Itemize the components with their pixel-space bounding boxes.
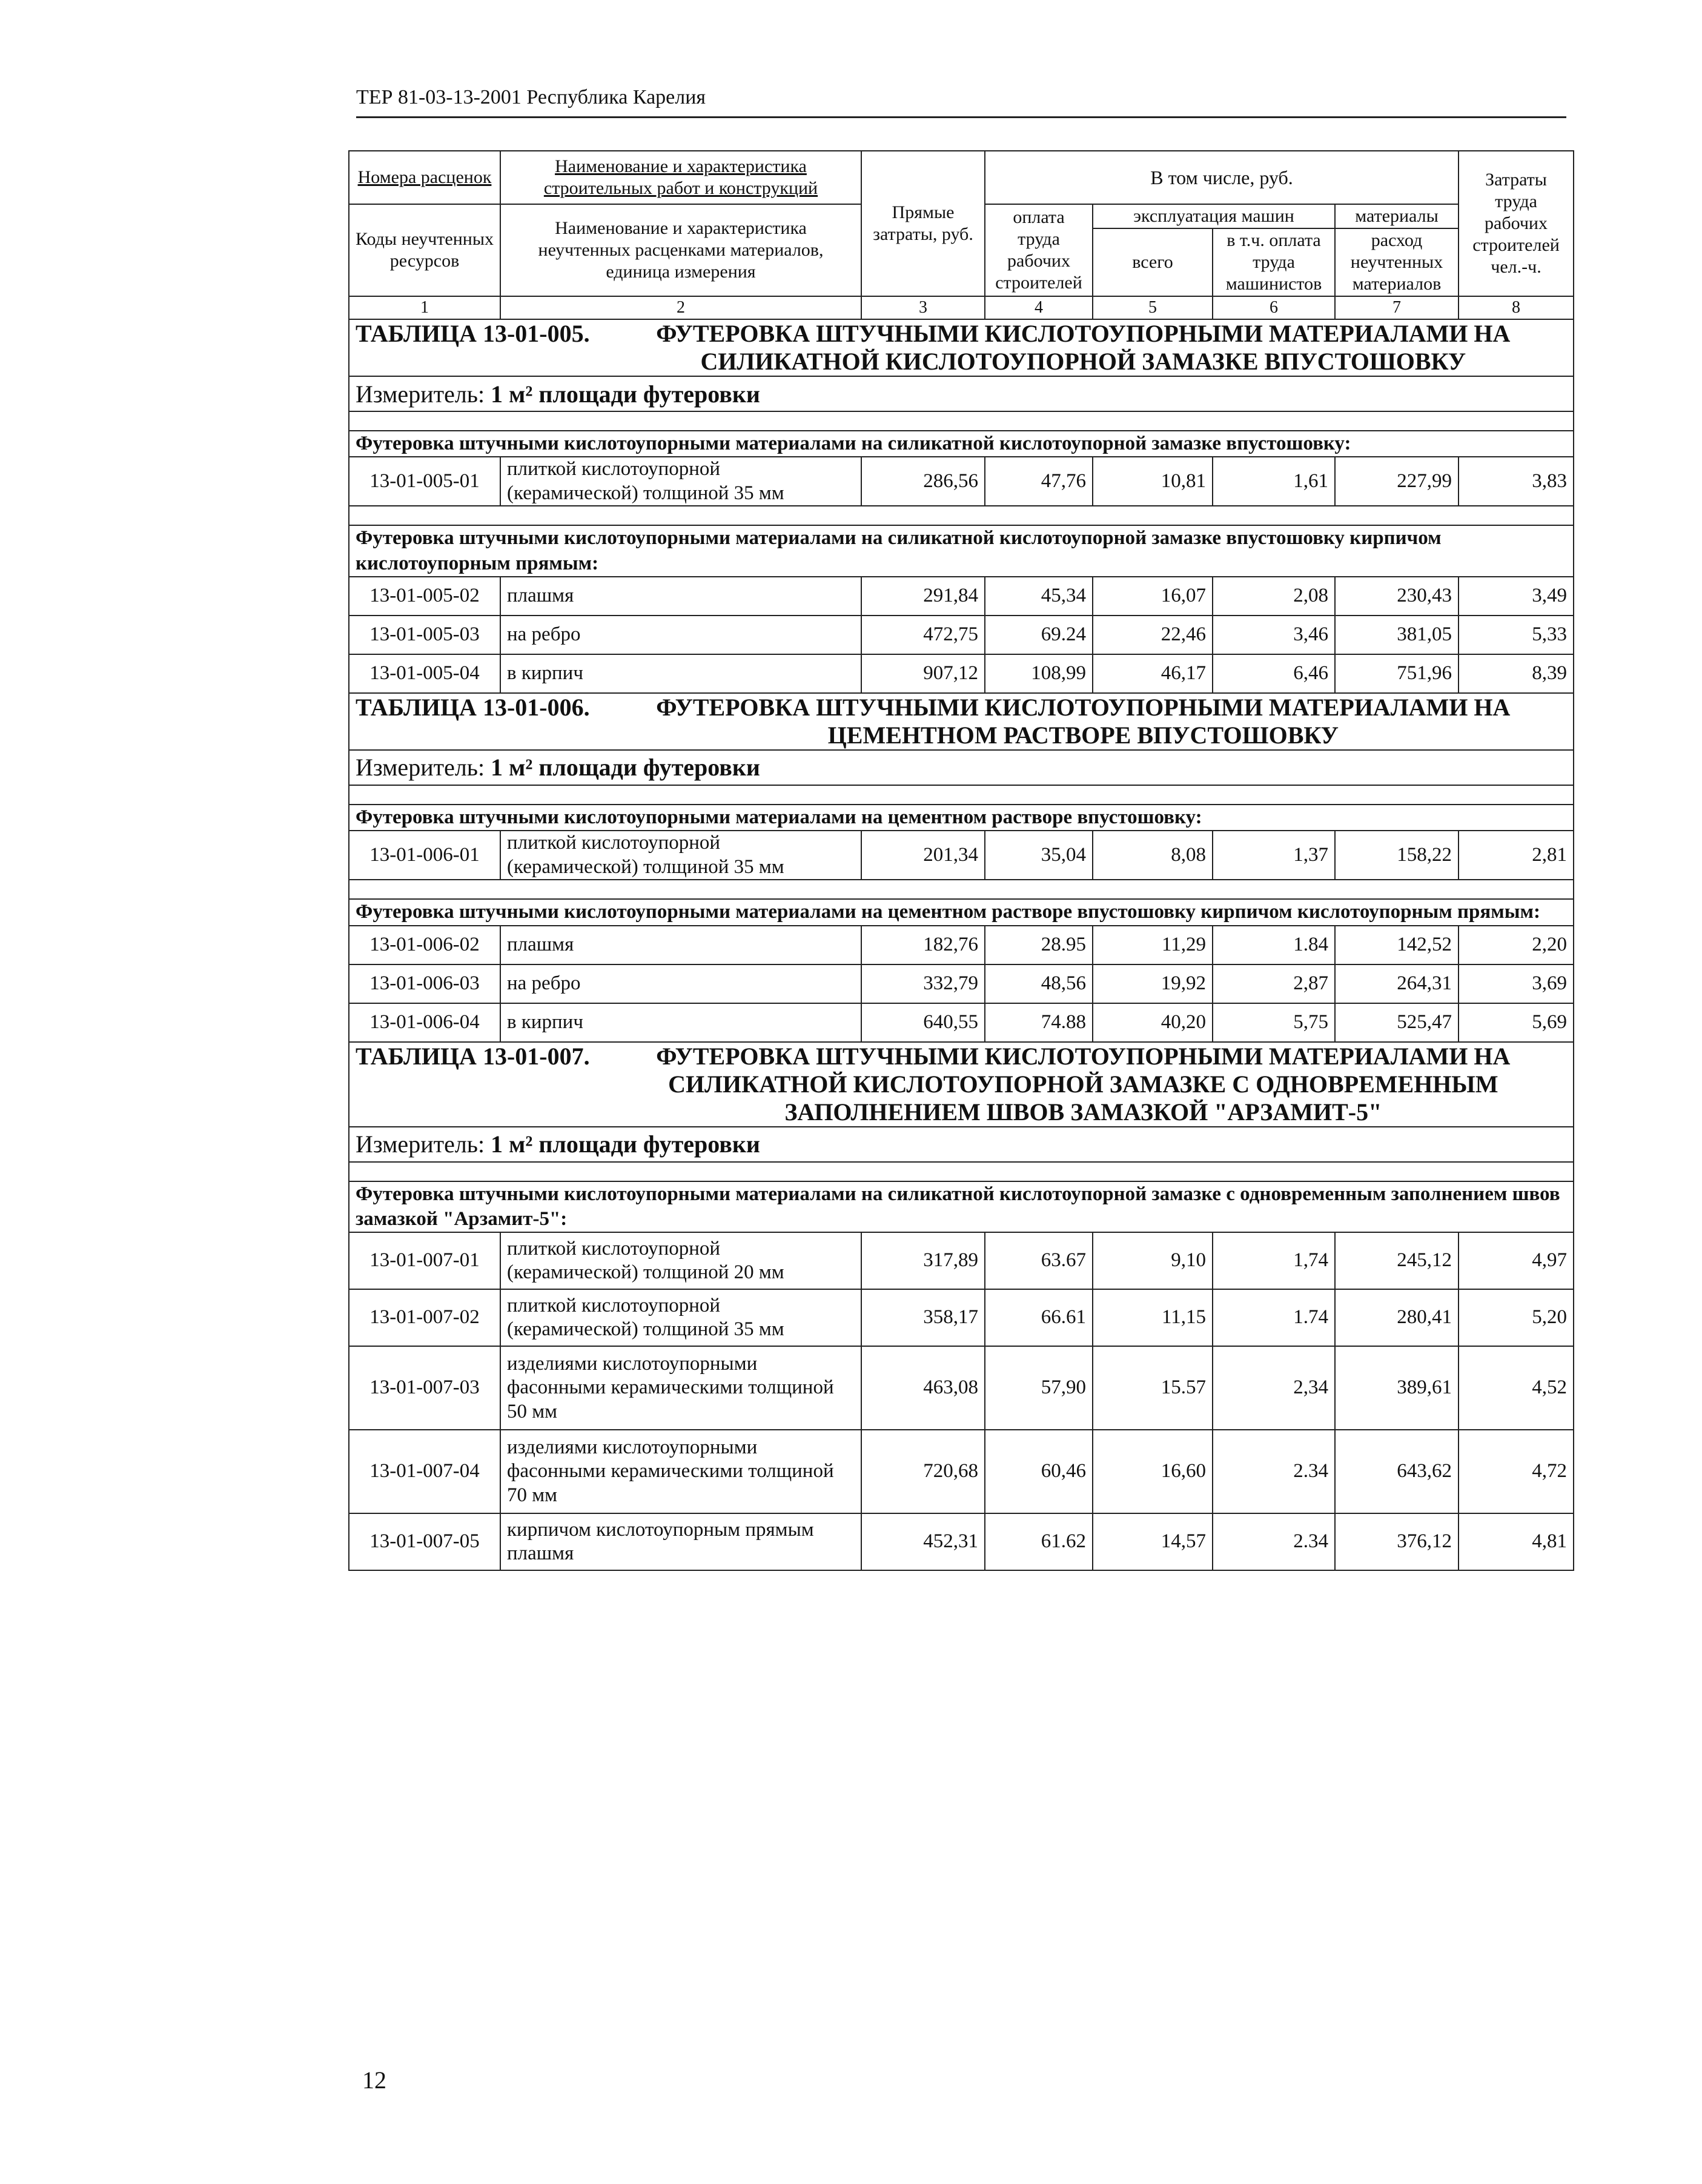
- table-header: [349, 151, 1574, 319]
- column-number: 8: [1459, 296, 1574, 319]
- work-name: плиткой кислотоупорной (керамической) толщиной 35 мм: [500, 831, 861, 880]
- column-number: 2: [500, 296, 861, 319]
- section-title: [349, 1042, 1574, 1127]
- materials: 227,99: [1335, 457, 1459, 506]
- rate-code: 13-01-007-02: [349, 1289, 500, 1346]
- header-col1-bottom: Коды неучтенных ресурсов: [349, 204, 500, 296]
- rate-code: 13-01-007-03: [349, 1346, 500, 1430]
- rates-table: [348, 150, 1574, 1571]
- machines-total: 14,57: [1093, 1513, 1213, 1570]
- machinist-pay: 5,75: [1213, 1003, 1335, 1042]
- rate-code: 13-01-006-04: [349, 1003, 500, 1042]
- work-name: плашмя: [500, 926, 861, 964]
- labor-hours: 4,81: [1459, 1513, 1574, 1570]
- work-name: на ребро: [500, 616, 861, 654]
- machinist-pay: 1.84: [1213, 926, 1335, 964]
- materials: 264,31: [1335, 964, 1459, 1003]
- materials: 280,41: [1335, 1289, 1459, 1346]
- group-title: Футеровка штучными кислотоупорными материалами на силикатной кислотоупорной замазке с одновременным заполнением швов замазкой "Арзамит-5":: [349, 1181, 1574, 1233]
- header-col5: всего: [1093, 228, 1213, 296]
- labor-hours: 3,49: [1459, 577, 1574, 616]
- column-number: 1: [349, 296, 500, 319]
- machines-total: 22,46: [1093, 616, 1213, 654]
- direct-costs: 640,55: [861, 1003, 985, 1042]
- section-heading: ФУТЕРОВКА ШТУЧНЫМИ КИСЛОТОУПОРНЫМИ МАТЕРИАЛАМИ НА ЦЕМЕНТНОМ РАСТВОРЕ ВПУСТОШОВКУ: [656, 693, 1511, 749]
- direct-costs: 463,08: [861, 1346, 985, 1430]
- group-title: Футеровка штучными кислотоупорными материалами на силикатной кислотоупорной замазке впустошовку:: [349, 431, 1574, 457]
- machines-total: 19,92: [1093, 964, 1213, 1003]
- machines-total: 8,08: [1093, 831, 1213, 880]
- direct-costs: 182,76: [861, 926, 985, 964]
- document-title: ТЕР 81-03-13-2001 Республика Карелия: [356, 86, 706, 108]
- materials: 525,47: [1335, 1003, 1459, 1042]
- column-number: 7: [1335, 296, 1459, 319]
- section-13-01-007: [349, 1042, 1574, 1571]
- work-name: изделиями кислотоупорными фасонными керамическими толщиной 50 мм: [500, 1346, 861, 1430]
- table-row: [349, 831, 1574, 880]
- rate-code: 13-01-006-03: [349, 964, 500, 1003]
- header-col3: Прямые затраты, руб.: [861, 151, 985, 296]
- direct-costs: 291,84: [861, 577, 985, 616]
- section-unit: [349, 1127, 1574, 1162]
- labor-hours: 3,83: [1459, 457, 1574, 506]
- table-row: [349, 457, 1574, 506]
- labor-hours: 4,52: [1459, 1346, 1574, 1430]
- materials: 142,52: [1335, 926, 1459, 964]
- labor-pay: 28.95: [985, 926, 1093, 964]
- table-row: [349, 926, 1574, 964]
- rate-code: 13-01-006-01: [349, 831, 500, 880]
- direct-costs: 452,31: [861, 1513, 985, 1570]
- labor-pay: 108,99: [985, 654, 1093, 693]
- unit-value: 1 м² площади футеровки: [491, 380, 760, 408]
- unit-prefix: Измеритель:: [356, 380, 485, 408]
- machinist-pay: 1,74: [1213, 1232, 1335, 1289]
- work-name: на ребро: [500, 964, 861, 1003]
- direct-costs: 286,56: [861, 457, 985, 506]
- table-row: [349, 577, 1574, 616]
- table-row: [349, 964, 1574, 1003]
- work-name: плашмя: [500, 577, 861, 616]
- header-col7: расход неучтенных материалов: [1335, 228, 1459, 296]
- labor-hours: 5,69: [1459, 1003, 1574, 1042]
- header-materials-group: материалы: [1335, 204, 1459, 228]
- section-label: ТАБЛИЦА 13-01-007.: [356, 1042, 590, 1070]
- section-label: ТАБЛИЦА 13-01-006.: [356, 693, 590, 721]
- spacer-row: [349, 506, 1574, 525]
- labor-hours: 4,97: [1459, 1232, 1574, 1289]
- header-col8: Затраты труда рабочих строителей чел.-ч.: [1459, 151, 1574, 296]
- labor-pay: 35,04: [985, 831, 1093, 880]
- labor-hours: 2,20: [1459, 926, 1574, 964]
- materials: 158,22: [1335, 831, 1459, 880]
- machinist-pay: 2,87: [1213, 964, 1335, 1003]
- direct-costs: 358,17: [861, 1289, 985, 1346]
- labor-pay: 48,56: [985, 964, 1093, 1003]
- section-13-01-006: [349, 693, 1574, 1042]
- machinist-pay: 1,37: [1213, 831, 1335, 880]
- section-title: [349, 319, 1574, 376]
- labor-hours: 5,33: [1459, 616, 1574, 654]
- section-13-01-005: [349, 319, 1574, 693]
- group-title: Футеровка штучными кислотоупорными материалами на цементном растворе впустошовку кирпичом кислотоупорным прямым:: [349, 899, 1574, 925]
- table-row: [349, 1003, 1574, 1042]
- page-header: [356, 86, 1566, 118]
- header-col1-top: Номера расценок: [349, 151, 500, 204]
- table-row: [349, 616, 1574, 654]
- labor-pay: 63.67: [985, 1232, 1093, 1289]
- work-name: плиткой кислотоупорной (керамической) толщиной 20 мм: [500, 1232, 861, 1289]
- work-name: кирпичом кислотоупорным прямым плашмя: [500, 1513, 861, 1570]
- labor-pay: 74.88: [985, 1003, 1093, 1042]
- column-number: 6: [1213, 296, 1335, 319]
- page-number: 12: [362, 2066, 386, 2094]
- machines-total: 10,81: [1093, 457, 1213, 506]
- machines-total: 11,29: [1093, 926, 1213, 964]
- header-col2-bottom: Наименование и характеристика неучтенных расценками материалов, единица измерения: [500, 204, 861, 296]
- machines-total: 9,10: [1093, 1232, 1213, 1289]
- section-title: [349, 693, 1574, 750]
- unit-value: 1 м² площади футеровки: [491, 754, 760, 782]
- work-name: в кирпич: [500, 1003, 861, 1042]
- header-col6: в т.ч. оплата труда машинистов: [1213, 228, 1335, 296]
- machinist-pay: 2.34: [1213, 1430, 1335, 1513]
- machinist-pay: 2,08: [1213, 577, 1335, 616]
- work-name: плиткой кислотоупорной (керамической) толщиной 35 мм: [500, 457, 861, 506]
- labor-pay: 61.62: [985, 1513, 1093, 1570]
- column-number: 3: [861, 296, 985, 319]
- work-name: плиткой кислотоупорной (керамической) толщиной 35 мм: [500, 1289, 861, 1346]
- spacer-row: [349, 411, 1574, 431]
- direct-costs: 907,12: [861, 654, 985, 693]
- rate-code: 13-01-006-02: [349, 926, 500, 964]
- materials: 643,62: [1335, 1430, 1459, 1513]
- work-name: в кирпич: [500, 654, 861, 693]
- rate-code: 13-01-005-04: [349, 654, 500, 693]
- machines-total: 11,15: [1093, 1289, 1213, 1346]
- labor-pay: 66.61: [985, 1289, 1093, 1346]
- machinist-pay: 6,46: [1213, 654, 1335, 693]
- labor-pay: 57,90: [985, 1346, 1093, 1430]
- materials: 376,12: [1335, 1513, 1459, 1570]
- labor-hours: 5,20: [1459, 1289, 1574, 1346]
- header-col2-top: Наименование и характеристика строительных работ и конструкций: [500, 151, 861, 204]
- rate-code: 13-01-007-05: [349, 1513, 500, 1570]
- header-machines-group: эксплуатация машин: [1093, 204, 1335, 228]
- machinist-pay: 2,34: [1213, 1346, 1335, 1430]
- spacer-row: [349, 1162, 1574, 1181]
- table-row: [349, 1513, 1574, 1570]
- labor-hours: 3,69: [1459, 964, 1574, 1003]
- direct-costs: 332,79: [861, 964, 985, 1003]
- unit-prefix: Измеритель:: [356, 754, 485, 782]
- rate-code: 13-01-007-04: [349, 1430, 500, 1513]
- machinist-pay: 1.74: [1213, 1289, 1335, 1346]
- spacer-row: [349, 785, 1574, 805]
- labor-pay: 47,76: [985, 457, 1093, 506]
- unit-value: 1 м² площади футеровки: [491, 1130, 760, 1158]
- machines-total: 16,60: [1093, 1430, 1213, 1513]
- labor-hours: 4,72: [1459, 1430, 1574, 1513]
- direct-costs: 472,75: [861, 616, 985, 654]
- materials: 230,43: [1335, 577, 1459, 616]
- section-heading: ФУТЕРОВКА ШТУЧНЫМИ КИСЛОТОУПОРНЫМИ МАТЕРИАЛАМИ НА СИЛИКАТНОЙ КИСЛОТОУПОРНОЙ ЗАМАЗКЕ ВПУСТОШОВКУ: [656, 320, 1511, 375]
- labor-pay: 69.24: [985, 616, 1093, 654]
- section-label: ТАБЛИЦА 13-01-005.: [356, 320, 590, 347]
- section-unit: [349, 376, 1574, 411]
- direct-costs: 201,34: [861, 831, 985, 880]
- machines-total: 16,07: [1093, 577, 1213, 616]
- labor-pay: 60,46: [985, 1430, 1093, 1513]
- materials: 389,61: [1335, 1346, 1459, 1430]
- header-including-group: В том числе, руб.: [985, 151, 1459, 204]
- machines-total: 15.57: [1093, 1346, 1213, 1430]
- rate-code: 13-01-005-03: [349, 616, 500, 654]
- rate-code: 13-01-005-01: [349, 457, 500, 506]
- machines-total: 46,17: [1093, 654, 1213, 693]
- section-unit: [349, 750, 1574, 785]
- rate-code: 13-01-005-02: [349, 577, 500, 616]
- table-row: [349, 1346, 1574, 1430]
- group-title: Футеровка штучными кислотоупорными материалами на цементном растворе впустошовку:: [349, 805, 1574, 831]
- table-row: [349, 1289, 1574, 1346]
- labor-pay: 45,34: [985, 577, 1093, 616]
- materials: 381,05: [1335, 616, 1459, 654]
- column-number: 4: [985, 296, 1093, 319]
- direct-costs: 720,68: [861, 1430, 985, 1513]
- section-heading: ФУТЕРОВКА ШТУЧНЫМИ КИСЛОТОУПОРНЫМИ МАТЕРИАЛАМИ НА СИЛИКАТНОЙ КИСЛОТОУПОРНОЙ ЗАМАЗКЕ С ОДНОВРЕМЕННЫМ ЗАПОЛНЕНИЕМ ШВОВ ЗАМАЗКОЙ "АРЗАМИТ-5": [656, 1042, 1511, 1126]
- materials: 751,96: [1335, 654, 1459, 693]
- labor-hours: 8,39: [1459, 654, 1574, 693]
- work-name: изделиями кислотоупорными фасонными керамическими толщиной 70 мм: [500, 1430, 861, 1513]
- column-number: 5: [1093, 296, 1213, 319]
- materials: 245,12: [1335, 1232, 1459, 1289]
- spacer-row: [349, 880, 1574, 899]
- group-title: Футеровка штучными кислотоупорными материалами на силикатной кислотоупорной замазке впустошовку кирпичом кислотоупорным прямым:: [349, 525, 1574, 577]
- table-row: [349, 1430, 1574, 1513]
- table-row: [349, 1232, 1574, 1289]
- machinist-pay: 2.34: [1213, 1513, 1335, 1570]
- direct-costs: 317,89: [861, 1232, 985, 1289]
- labor-hours: 2,81: [1459, 831, 1574, 880]
- machinist-pay: 1,61: [1213, 457, 1335, 506]
- table-row: [349, 654, 1574, 693]
- machinist-pay: 3,46: [1213, 616, 1335, 654]
- unit-prefix: Измеритель:: [356, 1130, 485, 1158]
- rate-code: 13-01-007-01: [349, 1232, 500, 1289]
- header-col4: оплата труда рабочих строителей: [985, 204, 1093, 296]
- machines-total: 40,20: [1093, 1003, 1213, 1042]
